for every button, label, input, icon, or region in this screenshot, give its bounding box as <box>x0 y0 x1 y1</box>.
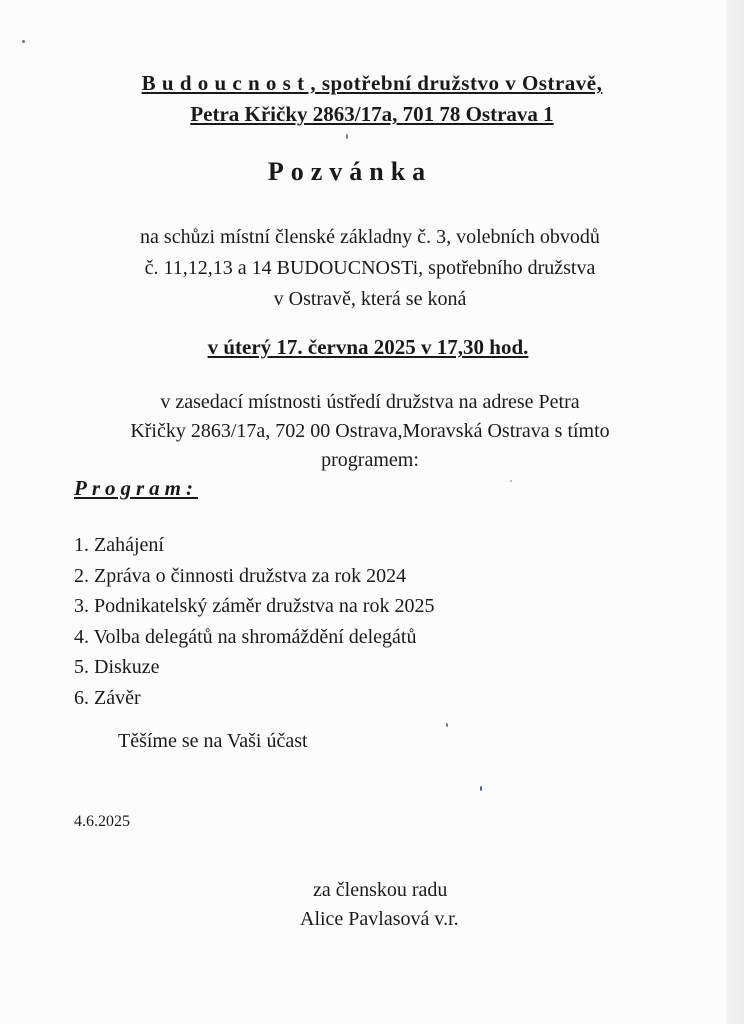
scan-speck <box>346 134 348 139</box>
document-title: Pozvánka <box>267 157 433 186</box>
scan-speck <box>446 723 448 727</box>
organization-address: Petra Křičky 2863/17a, 701 78 Ostrava 1 <box>190 102 554 126</box>
scan-speck <box>22 40 25 43</box>
meeting-datetime: v úterý 17. června 2025 v 17,30 hod. <box>207 335 529 359</box>
document-date: 4.6.2025 <box>74 813 130 830</box>
intro-line: č. 11,12,13 a 14 BUDOUCNOSTi, spotřebního družstva <box>144 257 596 279</box>
venue-line: v zasedací místnosti ústředí družstva na adrese Petra <box>160 391 580 413</box>
agenda-item: 3. Podnikatelský záměr družstva na rok 2025 <box>74 595 435 617</box>
signature-block <box>300 876 459 934</box>
signature-role: za členskou radu <box>313 879 448 901</box>
agenda-item: 6. Závěr <box>74 686 141 709</box>
scan-speck <box>480 786 482 791</box>
intro-line: na schůzi místní členské základny č. 3, volebních obvodů <box>140 226 600 248</box>
agenda-list <box>74 530 434 713</box>
organization-name: B u d o u c n o s t , spotřební družstvo v Ostravě, <box>141 71 603 95</box>
agenda-item: 5. Diskuze <box>74 656 160 678</box>
program-heading: Program: <box>74 476 198 500</box>
signature-name: Alice Pavlasová v.r. <box>300 908 459 930</box>
agenda-item: 4. Volba delegátů na shromáždění delegátů <box>74 625 417 648</box>
agenda-item: 2. Zpráva o činnosti družstva za rok 2024 <box>74 564 407 587</box>
intro-line: v Ostravě, která se koná <box>273 288 467 310</box>
closing-line: Těšíme se na Vaši účast <box>118 730 308 752</box>
venue-line: Křičky 2863/17a, 702 00 Ostrava,Moravská Ostrava s tímto <box>130 420 610 442</box>
invitation-intro <box>30 222 710 315</box>
meeting-venue <box>30 388 710 475</box>
scan-edge-shadow <box>726 0 744 1024</box>
scan-speck <box>510 480 512 482</box>
agenda-item: 1. Zahájení <box>74 534 164 556</box>
venue-line: programem: <box>321 449 419 471</box>
